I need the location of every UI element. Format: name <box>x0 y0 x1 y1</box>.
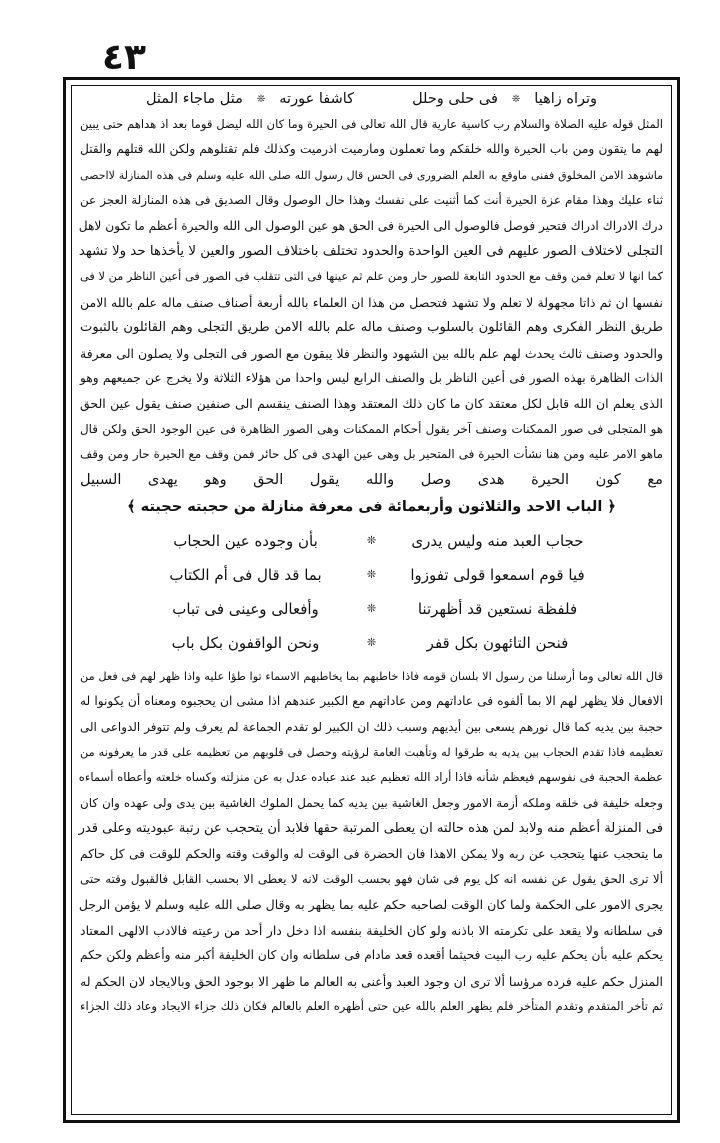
paragraph-2 <box>74 664 669 1019</box>
text-line: ثم تأخر المتقدم وتقدم المتأخر فلم يظهر العلم بالله عين حتى أظهره العلم بالعالم فكان ذلك جزاء الايجاد وعاد ذلك الجزاء <box>80 998 663 1013</box>
text-line: وجعله خليفة فى خلقه وملكه أزمة الامور وجعل الغاشية بين يديه كما يحمل الملوك الغاشية بين يدى ولى عهده وان كان <box>80 795 663 810</box>
text-line: التجلى لاختلاف الصور عليهم فى العين الواحدة والحدود تختلف باختلاف الصور والعين لا يأخذها حد ولا تشهد <box>78 243 663 259</box>
chapter-title: ﴿ الباب الاحد والثلاثون وأربعمائة فى معرفة منازلة من حجبته حجبته ﴾ <box>127 498 616 515</box>
text-line: يجرى الامور على الحكمة ولما كان الوقت لصاحبه حكم عليه بما يظهر به وقال صلى الله عليه وسلم لا يؤمن الرجل <box>78 897 663 913</box>
text-line: المنزل حكم عليه فرده مرؤسا ألا ترى ان وجود العبد وأعنى به العالم ما ظهر الا بوجود الحق وبالايجاد لان الحكم له <box>80 973 663 989</box>
verse-first-hemistich: حجاب العبد منه وليس يدرى <box>411 531 584 550</box>
text-line: نفسها ان ثم ذاتا مجهولة لا تعلم ولا تشهد فتحصل من هذا ان العلماء بالله أربعة أصناف صنف ماله علم بالله الامن <box>80 294 663 310</box>
paragraph-1 <box>74 112 669 493</box>
verse-first-hemistich: فنحن التائهون بكل قفر <box>426 633 569 652</box>
star-ornament-icon: ❊ <box>366 636 377 650</box>
text-line: ثناء عليك وهذا مقام عزة الحيرة أنت كما أثنيت على نفسك وهذا حال الوصول وقال الصديق فى هذه المنازلة العجز عن <box>80 193 663 208</box>
header-part: فى حلى وحلل <box>412 91 498 107</box>
text-line: لهم ما يتقون ومن باب الحيرة والله خلقكم وما تعملون ومارميت اذرميت وكذلك فلم تقتلوهم ولكن الله قتلهم والقتل <box>80 142 663 157</box>
text-line: ماهو الامر عليه ومن هنا نشأت الحيرة فى المتحير بل وهى عين الهدى فى كل حائر فمن وقف مع الحيرة حار ومن وقف <box>80 447 663 462</box>
text-line: ماشوهد الامن المخلوق ففنى ماوقع به العلم الضرورى فى الحس قال رسول الله صلى الله عليه وسلم فى هذه المنازلة لااحصى <box>80 168 663 182</box>
verse-line <box>74 558 669 592</box>
verse-line <box>74 626 669 660</box>
text-line: قال الله تعالى وما أرسلنا من رسول الا بلسان قومه فاذا خاطبهم بما يخاطبهم الاسماء توا طؤا عليه واذا ظهر لهم فى فعل من <box>80 669 663 683</box>
text-line: فى سلطانه ولا يقعد على تكرمته الا باذنه ولو كان الخليفة بنفسه اذا دخل دار أحد من رعيته فالادب الالهى المعتاد <box>80 922 663 938</box>
page-number: ٤٣ <box>102 37 146 78</box>
opening-verse <box>74 87 669 112</box>
poem-verses <box>74 524 669 660</box>
verse-line <box>74 524 669 558</box>
verse-second-hemistich: وأفعالى وعينى فى تباب <box>172 599 319 618</box>
text-line: هو المتجلى فى صور الممكنات وصنف آخر يقول أحكام الممكنات وهى الصور الظاهرة فى عين الوجود الحق ولكن قال <box>80 421 663 436</box>
text-line: مع كون الحيرة هدى وصل والله يقول الحق وهو يهدى السبيل <box>80 471 663 489</box>
verse-second-hemistich: بما قد قال فى أم الكتاب <box>169 565 322 584</box>
header-part: مثل ماجاء المثل <box>145 91 243 107</box>
text-line: درك الادراك ادراك فتحير فوصل فالوصول الى الحيرة فى الحق هو عين الوصول الى الله والحيرة أعظم ما تكون لاهل <box>78 218 663 233</box>
star-ornament-icon: ❊ <box>256 94 266 105</box>
star-ornament-icon: ❊ <box>511 94 521 105</box>
verse-second-hemistich: ونحن الواقفون بكل باب <box>171 633 320 652</box>
text-line: الافعال فلا يظهر لهم الا بما ألفوه فى عاداتهم ومن عاداتهم مع الكبير عندهم اذا مشى ان يحجبوه ومعناه أن يكونوا له <box>80 694 663 709</box>
text-line: حجبة بين يديه كما قال نورهم يسعى بين أيديهم وسبب ذلك ان الكبير لو تقدم الجماعة لم يعرف ولم تتوفر الدواعى الى <box>80 719 663 734</box>
text-line: تعظيمه فاذا تقدم الحجاب بين يديه به طرقوا له وتأهبت العامة لرؤيته وحصل فى قلوبهم من تعظيمه على قدر ما يعرفونه من <box>80 746 663 760</box>
text-line: المثل قوله عليه الصلاة والسلام رب كاسية عارية قال الله تعالى فى الحيرة وما كان الله ليضل قوما بعد اذ هداهم حتى يبين <box>80 117 663 131</box>
page-body <box>74 87 669 1113</box>
text-line: ما يتحجب عنها يتحجب عن ربه ولا يمكن الاهذا فان الحضرة فى الوقت له والوقت وقته والحكم للوقت فى كل حاكم <box>80 846 663 861</box>
header-part: وتراه زاهيا <box>534 91 598 107</box>
text-line: الذى يعلم ان الله قابل لكل معتقد كان ما كان ذلك المعتقد وهذا الصنف ينقسم الى صنفين صنف يقول عين الحق <box>80 396 663 412</box>
text-line: فى المنزلة أعظم منه ولابد لمن هذه حالته ان يعطى المرتبة حقها فلابد أن يتحجب عن رتبة عبوديته وعلى قدر <box>78 821 663 837</box>
text-line: يحكم عليه بأن يحكم عليه رب البيت فحيثما أقعده قعد مادام فى سلطانه وان كان الخليفة أكبر منه وأعظم ولكن حكم <box>80 948 663 963</box>
star-ornament-icon: ❊ <box>366 568 377 582</box>
text-line: كما انها لا تعلم فمن وقف مع الحدود التابعة للصور حار ومن علم ثم عينها فى التى تتقلب فى الصور فى أعين الناظر من لا فى <box>80 270 663 284</box>
text-line: طريق النظر الفكرى وهم القائلون بالسلوب وصنف ماله علم بالله الامن طريق التجلى وهم القائلون بالثبوت <box>80 320 663 336</box>
star-ornament-icon: ❊ <box>366 534 377 548</box>
header-part: كاشفا عورته <box>279 91 355 107</box>
verse-line <box>74 592 669 626</box>
verse-second-hemistich: بأن وجوده عين الحجاب <box>173 531 318 550</box>
text-line: الذات الظاهرة بهذه الصور فى أعين الناظر بل والصنف الرابع ليس واحدا من هؤلاء الثلاثة ولا يخرج عن جميعهم وهو <box>80 370 663 385</box>
text-line: ألا ترى الحق يقول عن نفسه انه كل يوم فى شان فهو بحسب الوقت لانه لا يعطى الا بحسب القابل فالقبول وقته حتى <box>80 871 663 886</box>
text-line: عظمة الحجبة فى نفوسهم فيعظم شأنه فاذا أراد الله تعظيم عبد عند عباده عدل به عن منزلته وكساه خلعته وأعطاه أسماءه <box>78 770 663 785</box>
verse-first-hemistich: فلفظة نستعين قد أظهرتنا <box>417 599 578 618</box>
star-ornament-icon: ❊ <box>366 602 377 616</box>
text-line: والحدود وصنف ثالث يحدث لهم علم بالله بين الشهود والنظر فلا يبقون مع الصور فى التجلى ولا يصلون الى معرفة <box>80 345 663 361</box>
verse-first-hemistich: فيا قوم اسمعوا قولى تفوزوا <box>410 565 585 584</box>
